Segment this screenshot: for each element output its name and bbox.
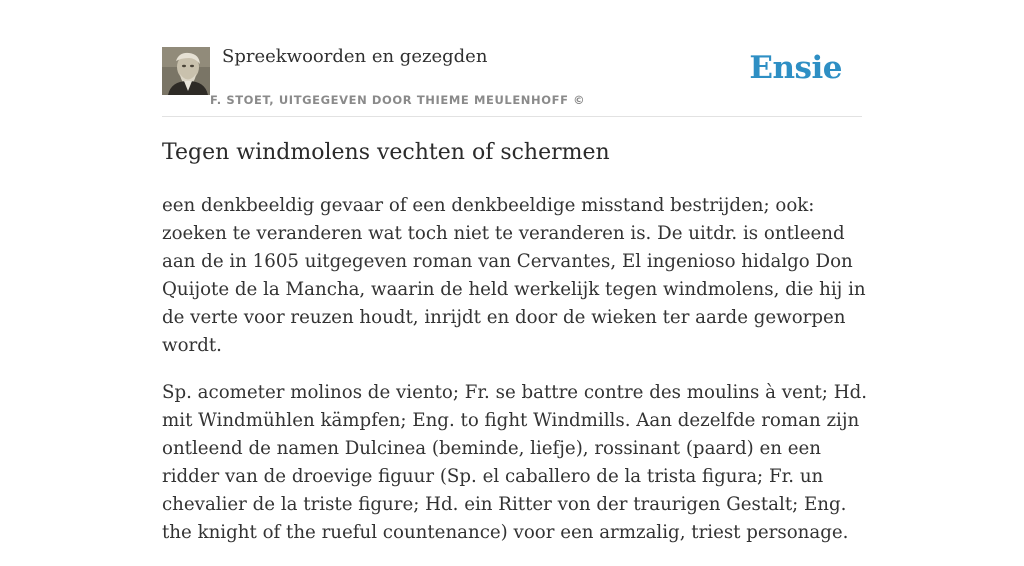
author-portrait-icon — [162, 47, 210, 95]
entry-paragraph: een denkbeeldig gevaar of een denkbeeldige misstand bestrijden; ook: zoeken te veranderen wat toch niet te veranderen is. De uitdr. is ontleend aan de in 1605 uitgegeven roman van Cervantes, El ingenioso hidalgo Don Quijote de la Mancha, waarin de held werkelijk tegen windmolens, die hij in de verte voor reuzen houdt, inrijdt en door de wieken ter aarde geworpen wordt. — [162, 195, 866, 356]
entry-body — [162, 192, 868, 566]
entry-title: Tegen windmolens vechten of schermen — [162, 140, 610, 165]
ensie-logo-link[interactable]: Ensie — [749, 50, 842, 86]
source-header — [162, 44, 862, 117]
book-title[interactable]: Spreekwoorden en gezegden — [222, 46, 488, 67]
entry-paragraph: Sp. acometer molinos de viento; Fr. se battre contre des moulins à vent; Hd. mit Windmühlen kämpfen; Eng. to fight Windmills. Aan dezelfde roman zijn ontleend de namen Dulcinea (beminde, liefje), rossinant (paard) en een ridder van de droevige figuur (Sp. el caballero de la trista figura; Fr. un chevalier de la triste figure; Hd. ein Ritter von der traurigen Gestalt; Eng. the knight of the rueful countenance) voor een armzalig, triest personage. — [162, 382, 867, 543]
author-publisher-byline: F. STOET, UITGEGEVEN DOOR THIEME MEULENHOFF © — [210, 93, 586, 107]
